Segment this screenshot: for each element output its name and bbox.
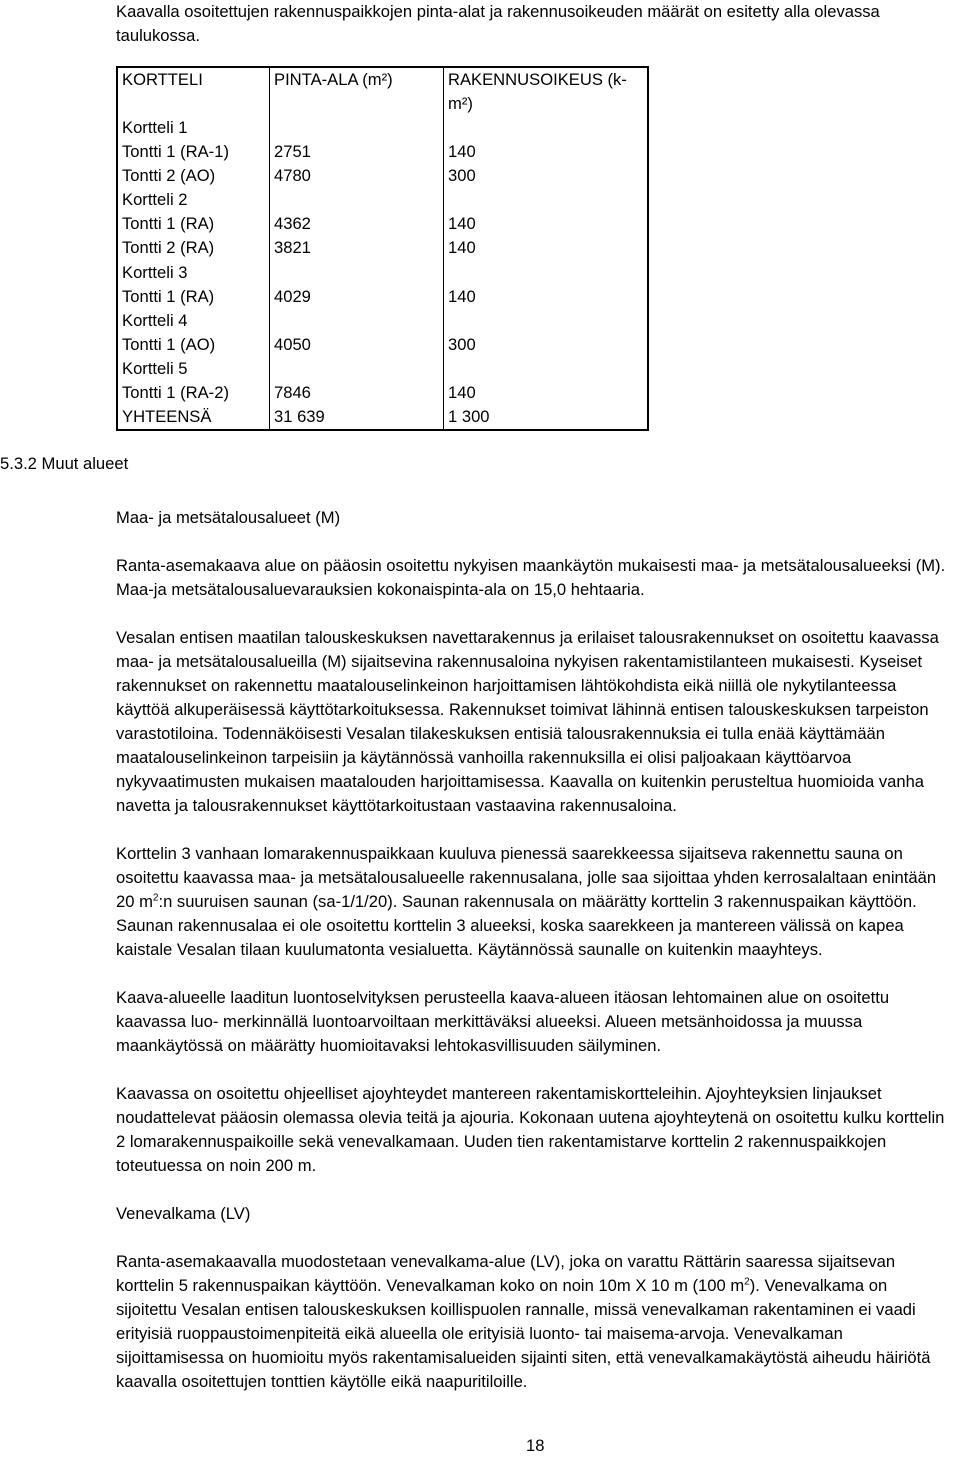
cell-building-right: 300 <box>448 166 476 186</box>
cell-building-right: 140 <box>448 383 476 403</box>
subheading-boat-harbour: Venevalkama (LV) <box>116 1204 251 1223</box>
table-row <box>117 212 648 236</box>
intro-text-block <box>116 0 960 48</box>
table-row <box>117 381 648 405</box>
cell-block: Kortteli 1 <box>117 116 270 140</box>
cell-area: 4050 <box>270 333 444 357</box>
cell-building-right <box>444 116 649 140</box>
paragraph-land-use: Ranta-asemakaava alue on pääosin osoitettu nykyisen maankäytön mukaisesti maa- ja metsätalousalueeksi (M). Maa-ja metsätalousaluevarauksien kokonaispinta-ala on 15,0 hehtaaria. <box>116 556 946 599</box>
table-row <box>117 357 648 381</box>
paragraph-farm-buildings: Vesalan entisen maatilan talouskeskuksen navettarakennus ja erilaiset talousrakennukset on osoitettu kaavassa maa- ja metsätalousalueilla (M) sijaitsevina rakennusaloina nykyisen rakentamistilanteen mukaisesti. Kyseiset rakennukset on rakennettu maatalouselinkeinon harjoittamisen lähtökohdista eikä niillä ole nykytilanteessa käyttöä alkuperäisessä käyttötarkoituksessa. Rakennukset toimivat lähinnä entisen talouskeskuksen tarpeiston varastotiloina. Todennäköisesti Vesalan tilakeskuksen entisiä talousrakennuksia ei tulla enää käyttämään maatalouselinkeinon tarpeisiin ja käytännössä vanhoilla rakennuksilla ei olisi paljoakaan käyttöarvoa nykyvaatimusten mukaisen maatalouden harjoittamisessa. Kaavalla on kuitenkin perusteltua huomioida vanha navetta ja talousrakennukset käyttötarkoitustaan vastaavina rakennusaloina. <box>116 628 939 815</box>
table-header-row <box>117 67 648 116</box>
table-row <box>117 140 648 164</box>
cell-area: 3821 <box>270 236 444 260</box>
cell-block: Kortteli 5 <box>117 357 270 381</box>
cell-building-right <box>444 261 649 285</box>
cell-building-right: 140 <box>448 142 476 162</box>
superscript-2: 2 <box>744 1276 750 1288</box>
table-row <box>117 164 648 188</box>
superscript-2: 2 <box>152 892 159 904</box>
boat-harbour-text-end: ). Venevalkama on sijoitettu Vesalan entisen talouskeskuksen koillispuolen rannalle, missä venevalkaman rakentaminen ei vaadi erityisiä ruoppaustoimenpiteitä eikä alueella ole erityisiä luonto- tai maisema-arvoja. Venevalkaman sijoittamisessa on huomioitu myös rakentamisalueiden sijainti siten, että venevalkamakäytöstä aiheudu häiriötä kaavalla osoitettujen tonttien käytölle eikä naapuritiloille. <box>116 1276 931 1391</box>
cell-building-right: 1 300 <box>448 407 490 427</box>
paragraph-nature-area: Kaava-alueelle laaditun luontoselvityksen perusteella kaava-alueen itäosan lehtomainen alue on osoitettu kaavassa luo- merkinnällä luontoarvoiltaan merkittäväksi alueeksi. Alueen metsänhoidossa ja muussa maankäytössä on määrätty huomioitavaksi lehtokasvillisuuden säilyminen. <box>116 988 890 1055</box>
sauna-text-start: Korttelin 3 vanhaan lomarakennuspaikkaan kuuluva pienessä saarekkeessa sijaitseva rakennettu sauna on osoitettu kaavassa maa- ja metsätalousalueelle rakennusalana, jolle saa sijoittaa yhden kerrosalaltaan enintään 20 m <box>116 844 937 911</box>
cell-block: Tontti 1 (RA) <box>117 285 270 309</box>
page-number: 18 <box>526 1436 545 1455</box>
table-row <box>117 405 648 430</box>
cell-block: Tontti 1 (RA-2) <box>117 381 270 405</box>
intro-paragraph: Kaavalla osoitettujen rakennuspaikkojen pinta-alat ja rakennusoikeuden määrät on esitetty alla olevassa taulukossa. <box>116 2 880 45</box>
cell-area: 4780 <box>270 164 444 188</box>
paragraph-boat-harbour <box>116 1250 950 1394</box>
cell-block: YHTEENSÄ <box>117 405 270 430</box>
table-row <box>117 236 648 260</box>
paragraph-sauna <box>116 842 950 962</box>
table-row <box>117 309 648 333</box>
cell-block: Tontti 1 (RA) <box>117 212 270 236</box>
cell-block: Tontti 2 (AO) <box>117 164 270 188</box>
cell-block: Tontti 1 (RA-1) <box>117 140 270 164</box>
cell-area <box>270 261 444 285</box>
cell-building-right <box>444 357 649 381</box>
cell-building-right: 140 <box>448 214 476 234</box>
subheading-agricultural-forest: Maa- ja metsätalousalueet (M) <box>116 508 341 527</box>
cell-area <box>270 116 444 140</box>
sauna-text-end: :n suuruisen saunan (sa-1/1/20). Saunan rakennusala on määrätty korttelin 3 rakennuspaikan käyttöön. Saunan rakennusalaa ei ole osoitettu korttelin 3 alueeksi, koska saarekkeen ja mantereen välissä on kapea kaistale Vesalan tilaan kuulumatonta vesialuetta. Käytännössä saunalle on kuitenkin maayhteys. <box>116 892 917 959</box>
cell-area: 31 639 <box>270 405 444 430</box>
cell-block: Tontti 2 (RA) <box>117 236 270 260</box>
table-row <box>117 188 648 212</box>
cell-building-right <box>444 309 649 333</box>
cell-building-right: 300 <box>448 334 476 354</box>
cell-area: 4029 <box>270 285 444 309</box>
table-row <box>117 285 648 309</box>
cell-building-right: 140 <box>448 238 476 258</box>
cell-area <box>270 309 444 333</box>
cell-building-right: 140 <box>448 286 476 306</box>
column-header-building-right: RAKENNUSOIKEUS (k-m²) <box>448 70 627 113</box>
cell-block: Kortteli 2 <box>117 188 270 212</box>
table-row <box>117 333 648 357</box>
cell-area: 7846 <box>270 381 444 405</box>
building-plot-table <box>116 66 649 431</box>
column-header-block: KORTTELI <box>117 67 270 116</box>
column-header-area: PINTA-ALA (m²) <box>270 67 444 116</box>
boat-harbour-text-start: Ranta-asemakaavalla muodostetaan venevalkama-alue (LV), joka on varattu Rättärin saaressa sijaitsevan korttelin 5 rakennuspaikan käyttöön. Venevalkaman koko on noin 10m X 10 m (100 m <box>116 1252 896 1295</box>
section-number-heading: 5.3.2 Muut alueet <box>0 454 129 473</box>
section-body <box>116 506 950 1394</box>
cell-block: Kortteli 4 <box>117 309 270 333</box>
cell-block: Kortteli 3 <box>117 261 270 285</box>
cell-building-right <box>444 188 649 212</box>
cell-area <box>270 188 444 212</box>
table-row <box>117 261 648 285</box>
cell-area <box>270 357 444 381</box>
table-row <box>117 116 648 140</box>
paragraph-access-roads: Kaavassa on osoitettu ohjeelliset ajoyhteydet mantereen rakentamiskortteleihin. Ajoyhteyksien linjaukset noudattelevat pääosin olemassa olevia teitä ja ajouria. Kokonaan uutena ajoyhteytenä on osoitettu kulku korttelin 2 lomarakennuspaikoille sekä venevalkamaan. Uuden tien rakentamistarve korttelin 2 rakennuspaikkojen toteutuessa on noin 200 m. <box>116 1084 945 1175</box>
cell-area: 4362 <box>270 212 444 236</box>
cell-block: Tontti 1 (AO) <box>117 333 270 357</box>
cell-area: 2751 <box>270 140 444 164</box>
